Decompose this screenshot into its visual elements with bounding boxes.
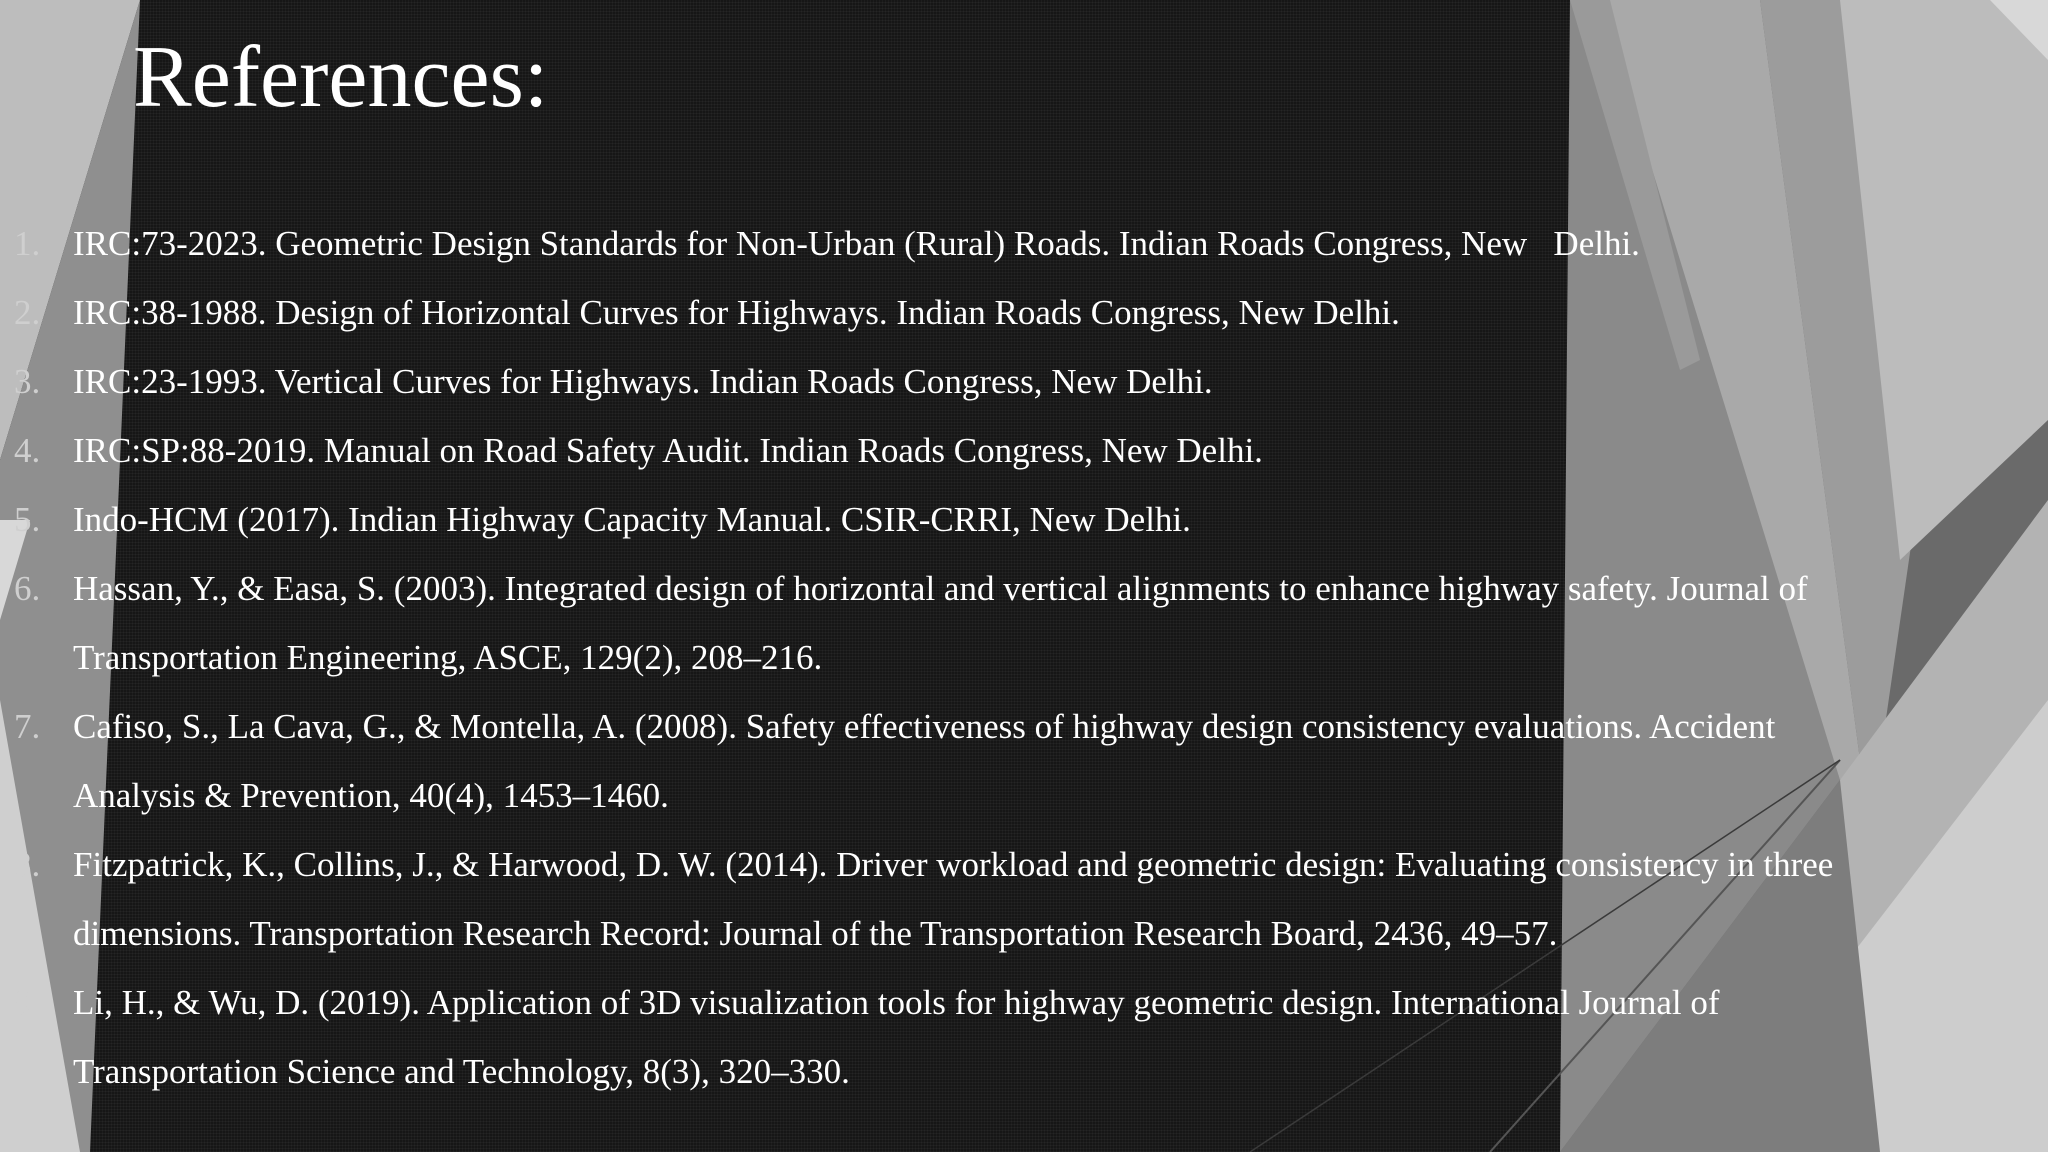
reference-item	[0, 347, 2040, 416]
reference-line: IRC:38-1988. Design of Horizontal Curves for Highways. Indian Roads Congress, New Delhi.	[73, 293, 1400, 332]
reference-item	[0, 692, 2040, 830]
reference-line: IRC:23-1993. Vertical Curves for Highways. Indian Roads Congress, New Delhi.	[73, 362, 1213, 401]
reference-item	[0, 485, 2040, 554]
reference-line-continued: dimensions. Transportation Research Record: Journal of the Transportation Research Board, 2436, 49–57.	[73, 914, 1558, 953]
reference-line-continued: Analysis & Prevention, 40(4), 1453–1460.	[73, 776, 669, 815]
reference-line: Cafiso, S., La Cava, G., & Montella, A. (2008). Safety effectiveness of highway design consistency evaluations. Accident	[73, 707, 1776, 746]
reference-item	[0, 416, 2040, 485]
reference-number: 8.	[14, 845, 41, 884]
reference-number: 6.	[14, 569, 41, 608]
reference-item	[0, 209, 2040, 278]
slide-title: References:	[133, 29, 549, 126]
reference-number: 2.	[14, 293, 41, 332]
reference-list	[0, 209, 2040, 1106]
reference-number: 1.	[14, 224, 41, 263]
reference-item	[0, 278, 2040, 347]
reference-number: 4.	[14, 431, 41, 470]
reference-line: IRC:73-2023. Geometric Design Standards for Non-Urban (Rural) Roads. Indian Roads Congress, New Delhi.	[73, 224, 1640, 263]
reference-line: Hassan, Y., & Easa, S. (2003). Integrated design of horizontal and vertical alignments to enhance highway safety. Journal of	[73, 569, 1808, 608]
reference-number: 9.	[14, 983, 41, 1022]
reference-line: Indo-HCM (2017). Indian Highway Capacity Manual. CSIR-CRRI, New Delhi.	[73, 500, 1191, 539]
reference-number: 3.	[14, 362, 41, 401]
reference-item	[0, 830, 2040, 968]
reference-line: Li, H., & Wu, D. (2019). Application of 3D visualization tools for highway geometric design. International Journal of	[73, 983, 1720, 1022]
reference-number: 7.	[14, 707, 41, 746]
reference-item	[0, 968, 2040, 1106]
reference-item	[0, 554, 2040, 692]
reference-line: Fitzpatrick, K., Collins, J., & Harwood, D. W. (2014). Driver workload and geometric design: Evaluating consistency in three	[73, 845, 1834, 884]
reference-line: IRC:SP:88-2019. Manual on Road Safety Audit. Indian Roads Congress, New Delhi.	[73, 431, 1263, 470]
reference-number: 5.	[14, 500, 41, 539]
reference-line-continued: Transportation Engineering, ASCE, 129(2), 208–216.	[73, 638, 823, 677]
reference-line-continued: Transportation Science and Technology, 8(3), 320–330.	[73, 1052, 850, 1091]
